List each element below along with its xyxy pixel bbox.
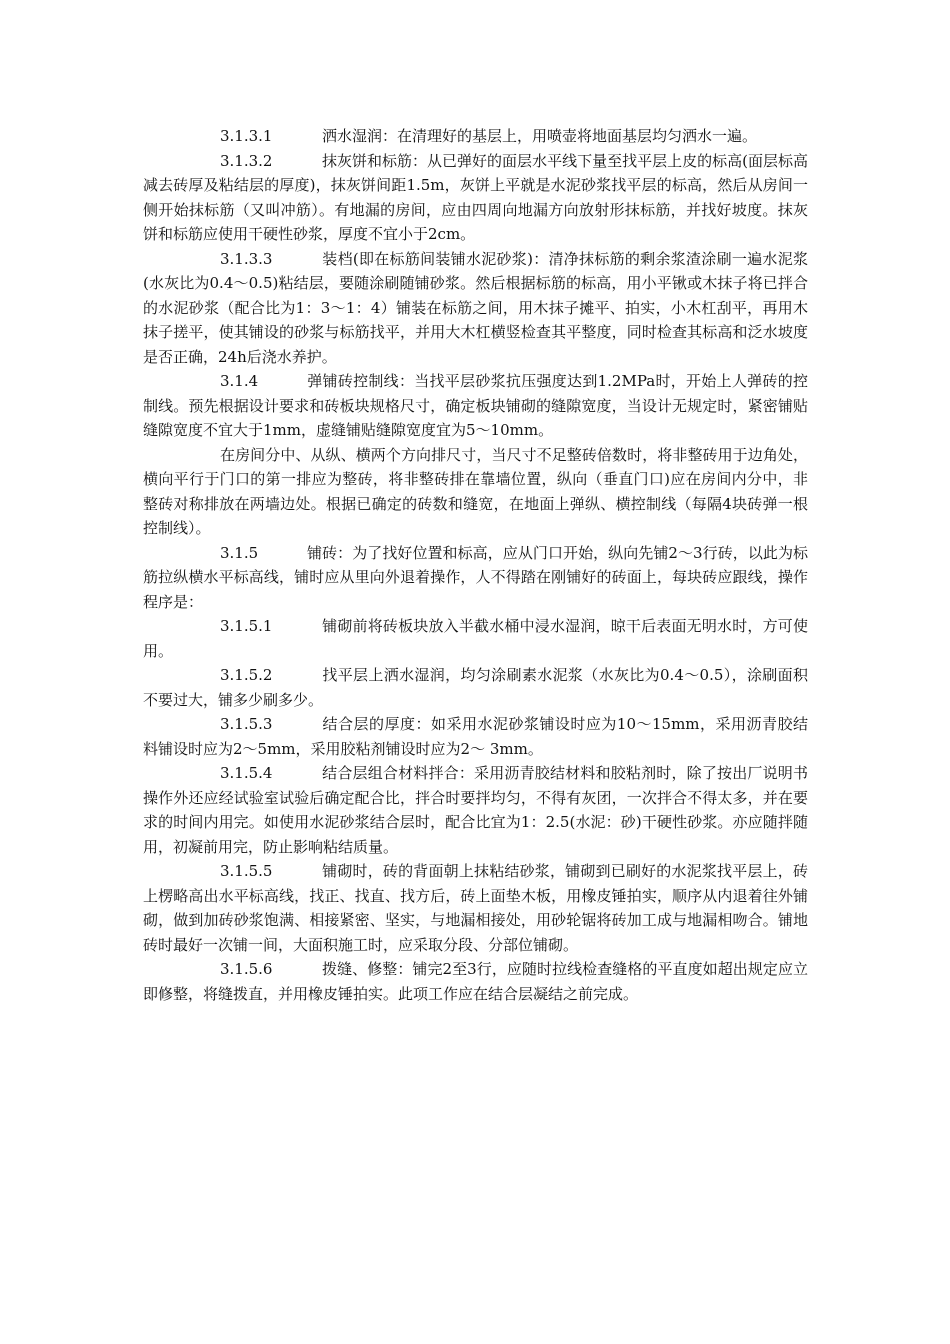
paragraph-text: 结合层的厚度：如采用水泥砂浆铺设时应为10～15mm，采用沥青胶结料铺设时应为2～5mm，采用胶粘剂铺设时应为2～ 3mm。 — [143, 715, 808, 758]
section-number: 3.1.5 — [220, 543, 259, 562]
paragraph-text: 洒水湿润：在清理好的基层上，用喷壶将地面基层均匀洒水一遍。 — [322, 127, 758, 145]
paragraph-text: 找平层上洒水湿润，均匀涂刷素水泥浆（水灰比为0.4～0.5），涂刷面积不要过大，铺多少刷多少。 — [143, 666, 808, 709]
paragraph-3-1-5-3 — [143, 712, 808, 761]
paragraph-text: 铺砌时，砖的背面朝上抹粘结砂浆，铺砌到已刷好的水泥浆找平层上，砖上楞略高出水平标高线，找正、找直、找方后，砖上面垫木板，用橡皮锤拍实，顺序从内退着往外铺砌，做到加砖砂浆饱满、相接紧密、坚实，与地漏相接处，用砂轮锯将砖加工成与地漏相吻合。铺地砖时最好一次铺一间，大面积施工时，应采取分段、分部位铺砌。 — [143, 862, 808, 954]
paragraph-text: 铺砌前将砖板块放入半截水桶中浸水湿润，晾干后表面无明水时，方可使用。 — [143, 617, 808, 660]
paragraph-text: 抹灰饼和标筋：从已弹好的面层水平线下量至找平层上皮的标高(面层标高减去砖厚及粘结层的厚度)，抹灰饼间距1.5m，灰饼上平就是水泥砂浆找平层的标高，然后从房间一侧开始抹标筋（又叫冲筋）。有地漏的房间，应由四周向地漏方向放射形抹标筋，并找好坡度。抹灰饼和标筋应使用干硬性砂浆，厚度不宜小于2cm。 — [143, 151, 808, 243]
paragraph-3-1-3-1 — [143, 124, 808, 149]
document-page — [143, 124, 808, 1006]
paragraph-3-1-3-2 — [143, 149, 808, 247]
paragraph-3-1-3-3 — [143, 247, 808, 370]
section-number: 3.1.5.1 — [220, 617, 273, 635]
paragraph-3-1-4 — [143, 369, 808, 443]
paragraph-3-1-5 — [143, 541, 808, 615]
section-number: 3.1.5.3 — [220, 715, 273, 733]
section-number: 3.1.5.4 — [220, 764, 273, 782]
paragraph-text: 结合层组合材料拌合：采用沥青胶结材料和胶粘剂时，除了按出厂说明书操作外还应经试验室试验后确定配合比，拌合时要拌均匀，不得有灰团，一次拌合不得太多，并在要求的时间内用完。如使用水泥砂浆结合层时，配合比宜为1：2.5(水泥：砂)干硬性砂浆。亦应随拌随用，初凝前用完，防止影响粘结质量。 — [143, 764, 808, 856]
paragraph-text: 在房间分中、从纵、横两个方向排尺寸，当尺寸不足整砖倍数时，将非整砖用于边角处，横向平行于门口的第一排应为整砖，将非整砖排在靠墙位置，纵向（垂直门口)应在房间内分中，非整砖对称排放在两墙边处。根据已确定的砖数和缝宽，在地面上弹纵、横控制线（每隔4块砖弹一根控制线）。 — [143, 445, 808, 537]
section-number: 3.1.3.1 — [220, 127, 273, 145]
paragraph-3-1-5-6 — [143, 957, 808, 1006]
paragraph-text: 装档(即在标筋间装铺水泥砂浆)：清净抹标筋的剩余浆渣涂刷一遍水泥浆(水灰比为0.4～0.5)粘结层，要随涂刷随铺砂浆。然后根据标筋的标高，用小平锹或木抹子将已拌合的水泥砂浆（配合比为1：3～1：4）铺装在标筋之间，用木抹子摊平、拍实，小木杠刮平，再用木抹子搓平，使其铺设的砂浆与标筋找平，并用大木杠横竖检查其平整度，同时检查其标高和泛水坡度是否正确，24h后浇水养护。 — [143, 249, 808, 366]
paragraph-3-1-5-1 — [143, 614, 808, 663]
section-number: 3.1.5.5 — [220, 862, 273, 880]
paragraph-3-1-4-continued — [143, 443, 808, 541]
section-number: 3.1.5.2 — [220, 666, 273, 684]
paragraph-text: 弹铺砖控制线：当找平层砂浆抗压强度达到1.2MPa时，开始上人弹砖的控制线。预先根据设计要求和砖板块规格尺寸，确定板块铺砌的缝隙宽度，当设计无规定时，紧密铺贴缝隙宽度不宜大于1mm，虚缝铺贴缝隙宽度宜为5～10mm。 — [143, 372, 808, 439]
paragraph-text: 铺砖：为了找好位置和标高，应从门口开始，纵向先铺2～3行砖，以此为标筋拉纵横水平标高线，铺时应从里向外退着操作，人不得踏在刚铺好的砖面上，每块砖应跟线，操作程序是： — [143, 543, 808, 611]
section-number: 3.1.3.3 — [220, 249, 273, 268]
paragraph-3-1-5-5 — [143, 859, 808, 957]
paragraph-text: 拨缝、修整：铺完2至3行，应随时拉线检查缝格的平直度如超出规定应立即修整，将缝拨直，并用橡皮锤拍实。此项工作应在结合层凝结之前完成。 — [143, 960, 808, 1003]
section-number: 3.1.3.2 — [220, 151, 273, 170]
section-number: 3.1.5.6 — [220, 960, 273, 978]
paragraph-3-1-5-2 — [143, 663, 808, 712]
paragraph-3-1-5-4 — [143, 761, 808, 859]
section-number: 3.1.4 — [220, 372, 259, 390]
